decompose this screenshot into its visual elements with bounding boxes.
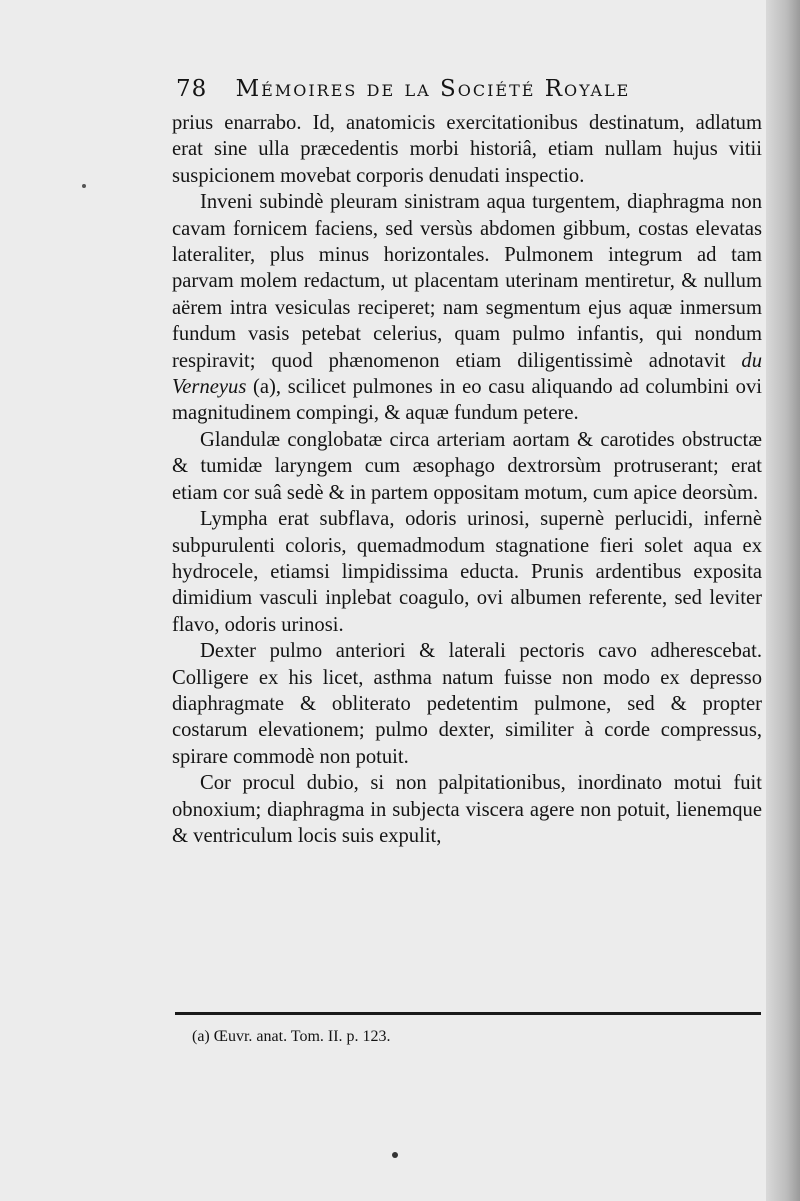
- paragraph-text: Dexter pulmo anteriori & laterali pectoris cavo adherescebat. Colligere ex his licet, asthma natum fuisse non modo ex depresso diaphragmate & obliterato pedetentim pulmone, sed & propter costarum elevationem; pulmo dexter, similiter à corde compressus, spirare commodè non potuit.: [172, 640, 762, 768]
- paragraph-text: (a), scilicet pulmones in eo casu aliquando ad columbini ovi magnitudinem compingi, & aquæ fundum petere.: [172, 376, 762, 425]
- page-header: [176, 76, 716, 102]
- running-title: Mémoires de la Société Royale: [235, 76, 631, 102]
- ink-speck: [82, 184, 86, 188]
- paragraph: [172, 638, 762, 770]
- paragraph: [172, 770, 762, 849]
- paragraph-text: Cor procul dubio, si non palpitationibus, inordinato motui fuit obnoxium; diaphragma in subjecta viscera agere non potuit, lienemque & ventriculum locis suis expulit,: [172, 772, 762, 847]
- paragraph-text: Inveni subindè pleuram sinistram aqua turgentem, diaphragma non cavam fornicem faciens, sed versùs abdomen gibbum, costas elevatas lateraliter, plus minus horizontales. Pulmonem integrum ad tam parvam molem redactum, ut placentam uterinam mentiretur, & nullum aërem intra vesiculas reciperet; nam segmentum ejus aquæ inmersum fundum vasis petebat celerius, quam pulmo infantis, qui nondum respiravit; quod phænomenon etiam diligentissimè adnotavit: [172, 191, 762, 372]
- footnote-rule: [175, 1012, 761, 1015]
- paragraph: [172, 110, 762, 189]
- body-text: [172, 110, 762, 849]
- footnote: (a) Œuvr. anat. Tom. II. p. 123.: [192, 1028, 391, 1045]
- paragraph: [172, 506, 762, 638]
- page-number: 78: [176, 76, 208, 102]
- printer-mark: [392, 1152, 398, 1158]
- paragraph: [172, 427, 762, 506]
- paragraph-text: Lympha erat subflava, odoris urinosi, supernè perlucidi, infernè subpurulenti coloris, quemadmodum stagnatione fieri solet aqua ex hydrocele, etiamsi limpidissima educta. Prunis ardentibus exposita dimidium vasculi inplebat coagulo, ovi albumen referente, sed leviter flavo, odoris urinosi.: [172, 508, 762, 636]
- paragraph: [172, 189, 762, 427]
- book-spine-shadow: [766, 0, 800, 1201]
- paragraph-text: prius enarrabo. Id, anatomicis exercitationibus destinatum, adlatum erat sine ulla præcedentis morbi historiâ, etiam nullam hujus vitii suspicionem movebat corporis denudati inspectio.: [172, 112, 762, 187]
- paragraph-text: Glandulæ conglobatæ circa arteriam aortam & carotides obstructæ & tumidæ laryngem cum æsophago dextrorsùm protruserant; erat etiam cor suâ sedè & in partem oppositam motum, cum apice deorsùm.: [172, 428, 762, 504]
- italic-citation: du Verneyus: [172, 349, 762, 399]
